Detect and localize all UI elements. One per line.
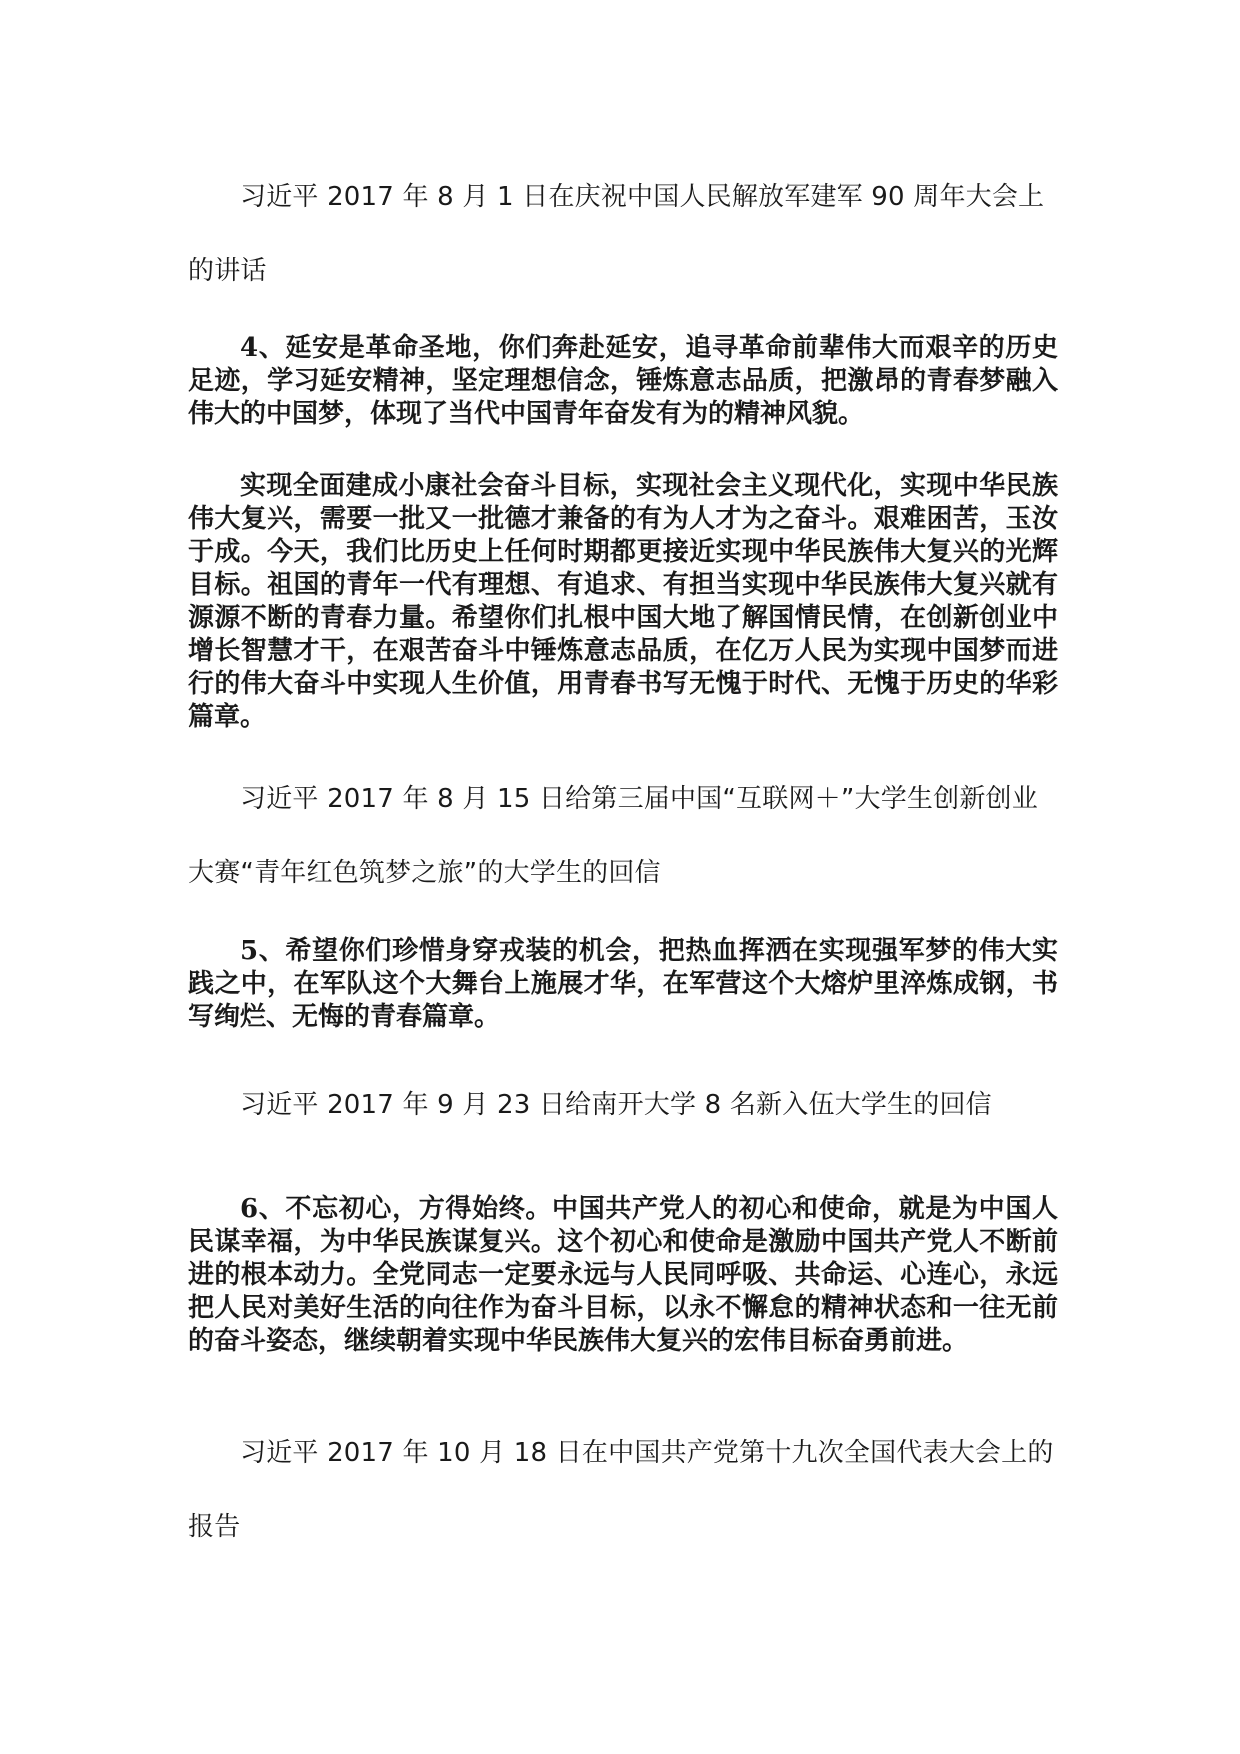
quote-paragraph: 6、不忘初心，方得始终。中国共产党人的初心和使命，就是为中国人民谋幸福，为中华民族谋复兴。这个初心和使命是激励中国共产党人不断前进的根本动力。全党同志一定要永远与人民同呼吸、共命运、心连心，永远把人民对美好生活的向往作为奋斗目标，以永不懈怠的精神状态和一往无前的奋斗姿态，继续朝着实现中华民族伟大复兴的宏伟目标奋勇前进。	[188, 1194, 1058, 1356]
speech-source-citation: 习近平 2017 年 8 月 1 日在庆祝中国人民解放军建军 90 周年大会上的讲话	[188, 182, 1045, 286]
quote-paragraph: 4、延安是革命圣地，你们奔赴延安，追寻革命前辈伟大而艰辛的历史足迹，学习延安精神，坚定理想信念，锤炼意志品质，把激昂的青春梦融入伟大的中国梦，体现了当代中国青年奋发有为的精神风貌。	[188, 333, 1058, 429]
quote-paragraph: 实现全面建成小康社会奋斗目标，实现社会主义现代化，实现中华民族伟大复兴，需要一批又一批德才兼备的有为人才为之奋斗。艰难困苦，玉汝于成。今天，我们比历史上任何时期都更接近实现中华民族伟大复兴的光辉目标。祖国的青年一代有理想、有追求、有担当实现中华民族伟大复兴就有源源不断的青春力量。希望你们扎根中国大地了解国情民情，在创新创业中增长智慧才干，在艰苦奋斗中锤炼意志品质，在亿万人民为实现中国梦而进行的伟大奋斗中实现人生价值，用青春书写无愧于时代、无愧于历史的华彩篇章。	[188, 471, 1058, 732]
letter-source-citation: 习近平 2017 年 8 月 15 日给第三届中国“互联网＋”大学生创新创业大赛“青年红色筑梦之旅”的大学生的回信	[188, 784, 1038, 888]
quote-paragraph: 5、希望你们珍惜身穿戎装的机会，把热血挥洒在实现强军梦的伟大实践之中，在军队这个大舞台上施展才华，在军营这个大熔炉里淬炼成钢，书写绚烂、无悔的青春篇章。	[188, 936, 1058, 1032]
report-source-citation: 习近平 2017 年 10 月 18 日在中国共产党第十九次全国代表大会上的报告	[188, 1438, 1054, 1542]
letter-source-citation: 习近平 2017 年 9 月 23 日给南开大学 8 名新入伍大学生的回信	[240, 1090, 992, 1120]
